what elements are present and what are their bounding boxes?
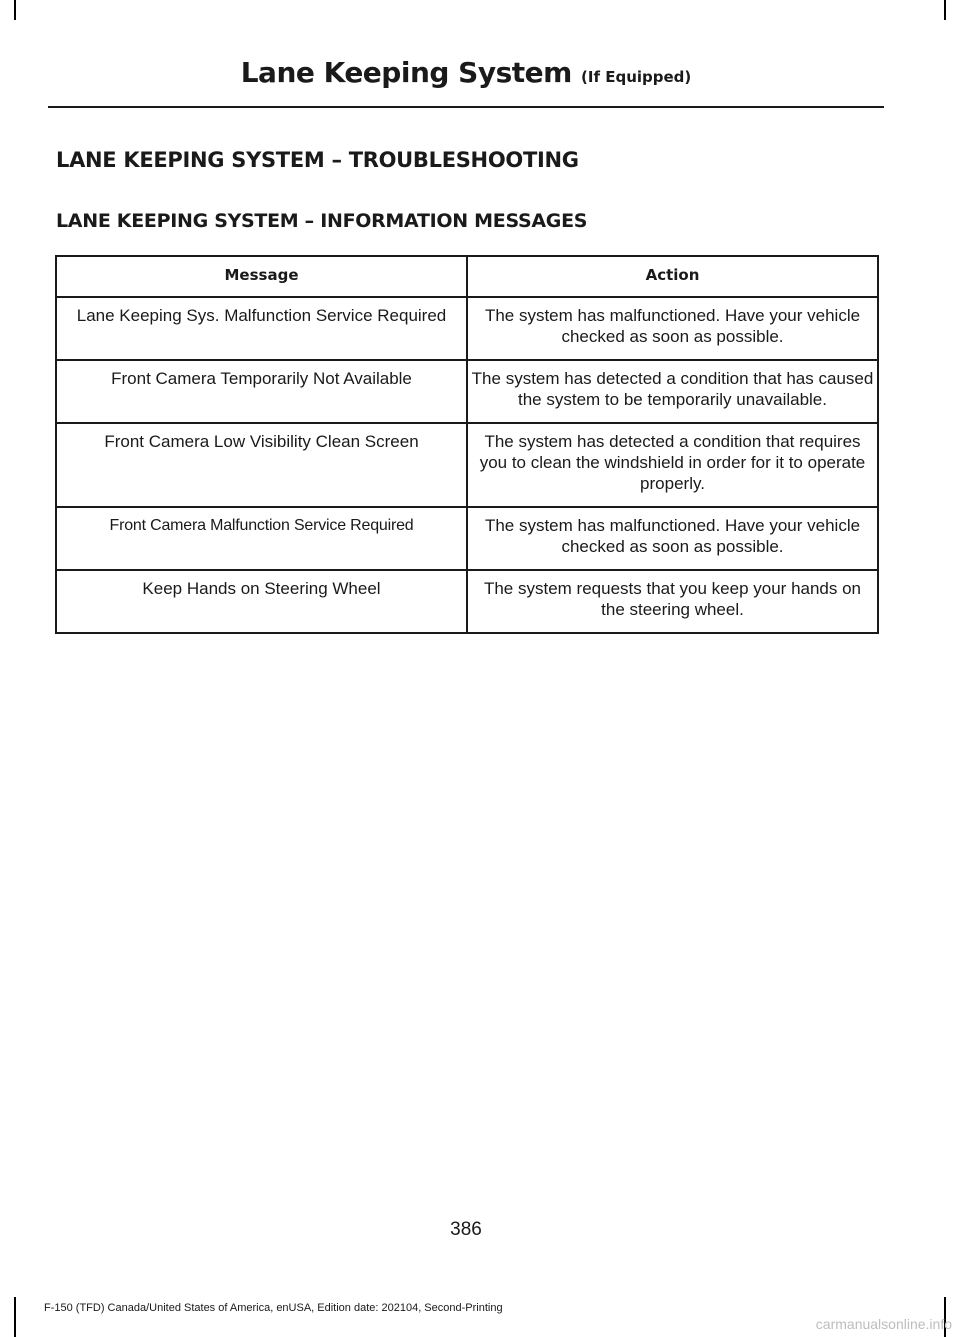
table-row [56,507,878,570]
column-header-message: Message [56,256,467,297]
message-cell: Keep Hands on Steering Wheel [56,570,467,633]
information-messages-table [55,255,879,634]
page-header-title [0,56,932,89]
message-cell: Front Camera Malfunction Service Required [56,507,467,570]
crop-mark-top-left [14,0,16,20]
table-row [56,360,878,423]
action-cell: The system has malfunctioned. Have your vehicle checked as soon as possible. [467,297,878,360]
table-header-row [56,256,878,297]
watermark: carmanualsonline.info [815,1316,952,1332]
action-cell: The system has malfunctioned. Have your vehicle checked as soon as possible. [467,507,878,570]
header-divider [48,106,884,108]
action-cell: The system requests that you keep your hands on the steering wheel. [467,570,878,633]
table-row [56,297,878,360]
header-title-suffix: (If Equipped) [581,68,692,86]
section-heading: LANE KEEPING SYSTEM – TROUBLESHOOTING [56,148,579,172]
footer-edition-info: F-150 (TFD) Canada/United States of America, enUSA, Edition date: 202104, Second-Printing [44,1302,503,1314]
message-cell: Front Camera Temporarily Not Available [56,360,467,423]
table-row [56,423,878,507]
message-cell: Front Camera Low Visibility Clean Screen [56,423,467,507]
message-cell: Lane Keeping Sys. Malfunction Service Required [56,297,467,360]
section-subheading: LANE KEEPING SYSTEM – INFORMATION MESSAGES [56,210,588,232]
header-title-text: Lane Keeping System [240,56,572,89]
action-cell: The system has detected a condition that requires you to clean the windshield in order for it to operate properly. [467,423,878,507]
column-header-action: Action [467,256,878,297]
crop-mark-top-right [944,0,946,20]
table-row [56,570,878,633]
action-cell: The system has detected a condition that has caused the system to be temporarily unavailable. [467,360,878,423]
page-number: 386 [450,1219,482,1240]
crop-mark-bottom-left [14,1297,16,1337]
